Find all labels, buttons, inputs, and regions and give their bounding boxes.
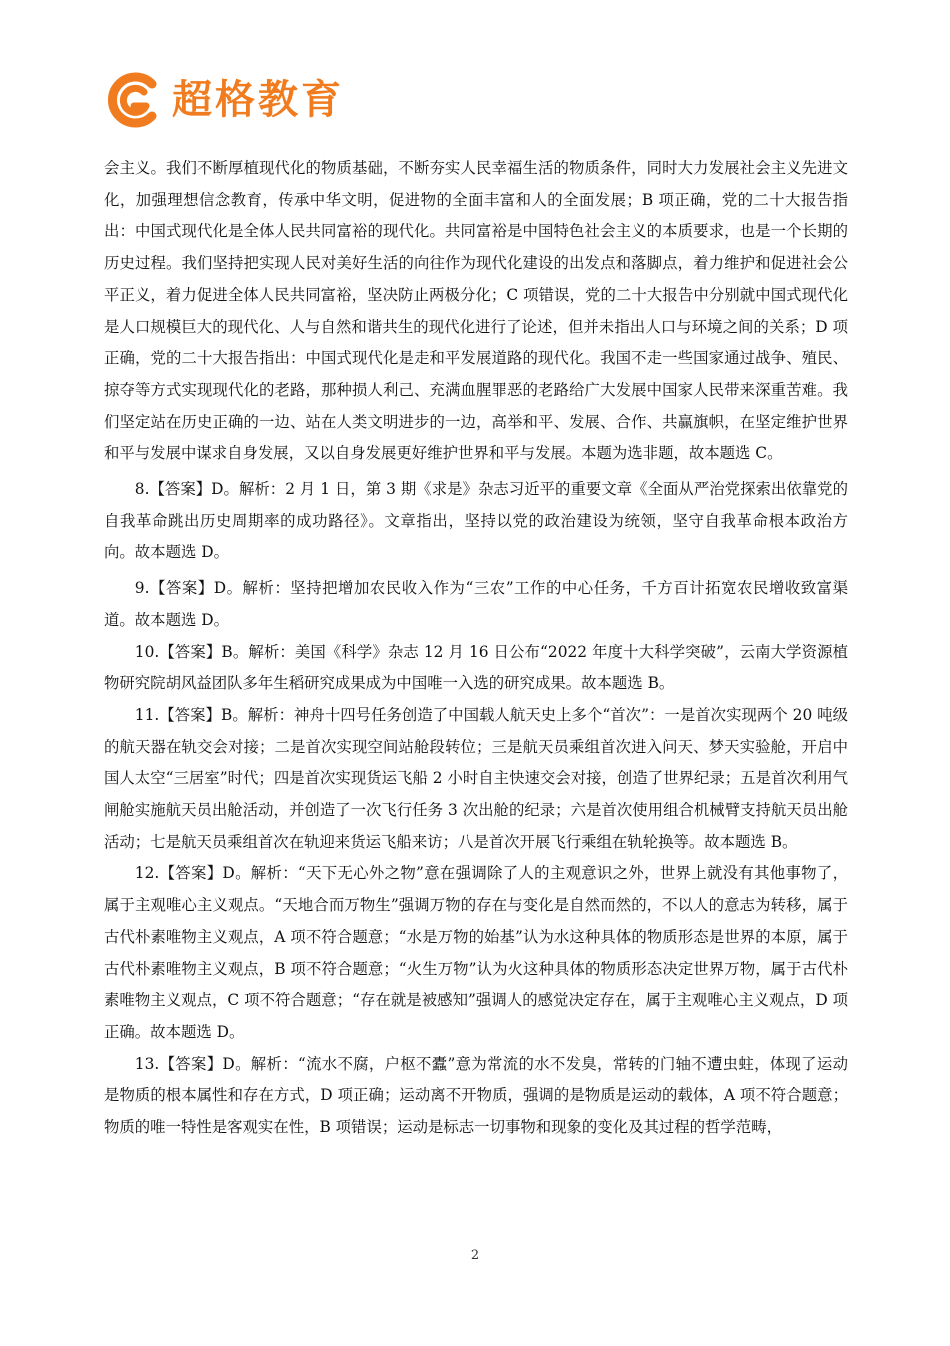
- answer-9: 9.【答案】D。解析：坚持把增加农民收入作为“三农”工作的中心任务，千方百计拓宽农民增收致富渠道。故本题选 D。: [104, 579, 848, 629]
- page-number: 2: [470, 1248, 480, 1263]
- brand-logo: [104, 70, 344, 130]
- answer-10: 10.【答案】B。解析：美国《科学》杂志 12 月 16 日公布“2022 年度十大科学突破”，云南大学资源植物研究院胡风益团队多年生稻研究成果成为中国唯一入选的研究成果。故本题选 B。: [104, 642, 848, 693]
- answer-12: 12.【答案】D。解析：“天下无心外之物”意在强调除了人的主观意识之外，世界上就没有其他事物了，属于主观唯心主义观点。“天地合而万物生”强调万物的存在与变化是自然而然的，不以人的意志为转移，属于古代朴素唯物主义观点，A 项不符合题意；“水是万物的始基”认为水这种具体的物质形态是世界的本原，属于古代朴素唯物主义观点，B 项不符合题意；“火生万物”认为火这种具体的物质形态决定世界万物，属于古代朴素唯物主义观点，C 项不符合题意；“存在就是被感知”强调人的感觉决定存在，属于主观唯心主义观点，D 项正确。故本题选 D。: [104, 864, 848, 1041]
- answer-13: 13.【答案】D。解析：“流水不腐，户枢不蠹”意为常流的水不发臭，常转的门轴不遭虫蛀，体现了运动是物质的根本属性和存在方式，D 项正确；运动离不开物质，强调的是物质是运动的载体，A 项不符合题意；物质的唯一特性是客观实在性，B 项错误；运动是标志一切事物和现象的变化及其过程的哲学范畴，: [104, 1054, 848, 1137]
- document-body: [104, 153, 848, 1144]
- answer-11: 11.【答案】B。解析：神舟十四号任务创造了中国载人航天史上多个“首次”：一是首次实现两个 20 吨级的航天器在轨交会对接；二是首次实现空间站舱段转位；三是航天员乘组首次进入问天、梦天实验舱，开启中国人太空“三居室”时代；四是首次实现货运飞船 2 小时自主快速交会对接，创造了世界纪录；五是首次利用气闸舱实施航天员出舱活动，并创造了一次飞行任务 3 次出舱的纪录；六是首次使用组合机械臂支持航天员出舱活动；七是航天员乘组首次在轨迎来货运飞船来访；八是首次开展飞行乘组在轨轮换等。故本题选 B。: [104, 705, 848, 851]
- brand-logo-icon: [104, 70, 164, 130]
- answer-8: 8.【答案】D。解析：2 月 1 日，第 3 期《求是》杂志习近平的重要文章《全面从严治党探索出依靠党的自我革命跳出历史周期率的成功路径》。文章指出，坚持以党的政治建设为统领，坚守自我革命根本政治方向。故本题选 D。: [104, 480, 848, 562]
- brand-name: 超格教育: [172, 77, 344, 123]
- paragraph-continued: 会主义。我们不断厚植现代化的物质基础，不断夯实人民幸福生活的物质条件，同时大力发展社会主义先进文化，加强理想信念教育，传承中华文明，促进物的全面丰富和人的全面发展；B 项正确，党的二十大报告指出：中国式现代化是全体人民共同富裕的现代化。共同富裕是中国特色社会主义的本质要求，也是一个长期的历史过程。我们坚持把实现人民对美好生活的向往作为现代化建设的出发点和落脚点，着力维护和促进社会公平正义，着力促进全体人民共同富裕，坚决防止两极分化；C 项错误，党的二十大报告中分别就中国式现代化是人口规模巨大的现代化、人与自然和谐共生的现代化进行了论述，但并未指出人口与环境之间的关系；D 项正确，党的二十大报告指出：中国式现代化是走和平发展道路的现代化。我国不走一些国家通过战争、殖民、掠夺等方式实现现代化的老路，那种损人利己、充满血腥罪恶的老路给广大发展中国家人民带来深重苦难。我们坚定站在历史正确的一边、站在人类文明进步的一边，高举和平、发展、合作、共赢旗帜，在坚定维护世界和平与发展中谋求自身发展，又以自身发展更好维护世界和平与发展。本题为选非题，故本题选 C。: [104, 159, 848, 463]
